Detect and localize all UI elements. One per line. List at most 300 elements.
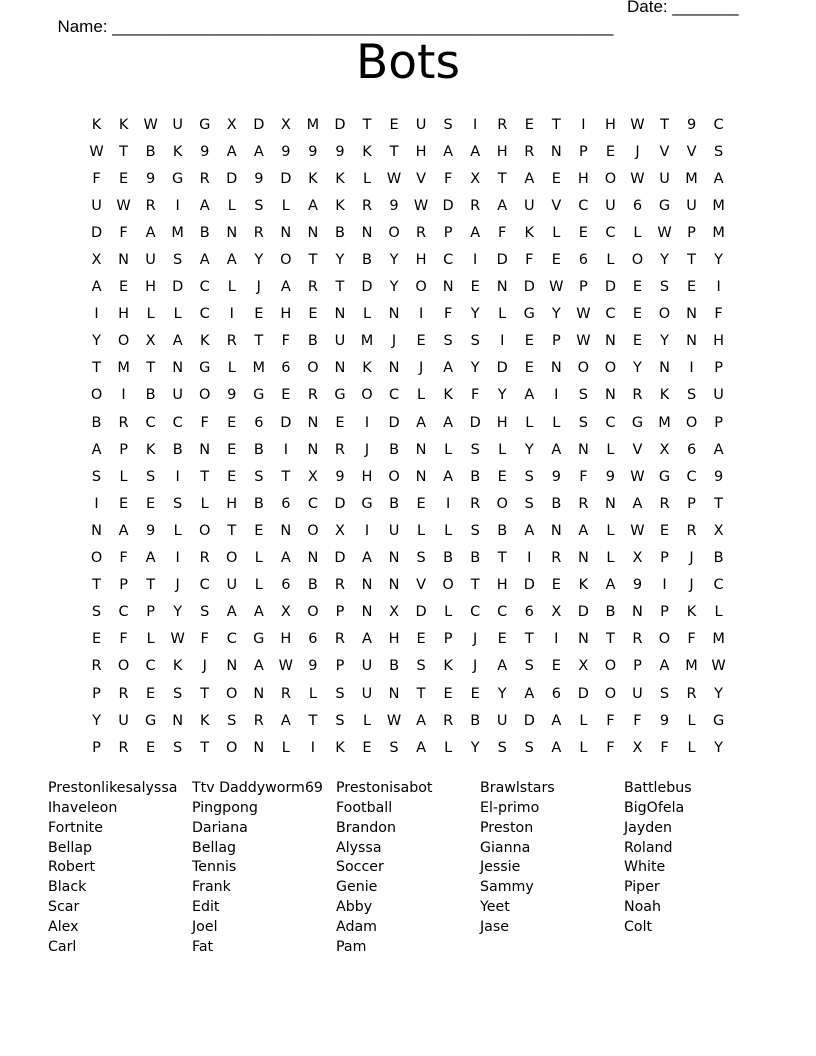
grid-cell: V [632, 441, 643, 458]
grid-cell: L [579, 712, 588, 729]
grid-cell: E [362, 739, 372, 756]
grid-cell: 9 [308, 658, 318, 675]
word-list-item: BigOfela [624, 799, 685, 816]
grid-cell: 9 [281, 143, 291, 160]
grid-cell: L [552, 224, 561, 241]
word-column [336, 779, 480, 958]
grid-cell: H [496, 414, 508, 431]
grid-cell: C [199, 279, 210, 296]
grid-cell: A [226, 604, 237, 621]
grid-cell: A [497, 197, 508, 214]
grid-cell: X [307, 468, 318, 485]
grid-cell: T [335, 279, 345, 296]
grid-row [83, 653, 732, 680]
grid-cell: A [172, 333, 183, 350]
grid-cell: W [278, 658, 294, 675]
grid-cell: D [604, 279, 616, 296]
grid-cell: T [227, 522, 237, 539]
grid-cell: 9 [659, 712, 670, 729]
grid-cell: W [89, 143, 104, 160]
grid-cell: N [361, 604, 373, 621]
grid-cell: W [630, 522, 645, 539]
grid-cell: A [713, 441, 724, 458]
grid-cell: N [550, 143, 562, 160]
grid-cell: I [310, 739, 316, 756]
grid-cell: V [659, 143, 670, 160]
grid-cell: A [470, 224, 481, 241]
grid-cell: S [497, 739, 507, 756]
grid-cell: W [711, 658, 726, 675]
grid-cell: N [442, 279, 454, 296]
grid-cell: F [525, 252, 534, 269]
grid-cell: L [444, 739, 453, 756]
grid-cell: D [415, 604, 427, 621]
grid-cell: O [307, 360, 319, 377]
grid-cell: M [712, 197, 725, 214]
grid-cell: N [118, 252, 129, 269]
grid-cell: C [145, 658, 156, 675]
grid-cell: V [686, 143, 697, 160]
grid-cell: I [175, 197, 180, 214]
grid-cell: K [172, 658, 183, 675]
grid-cell: G [658, 468, 671, 485]
grid-cell: U [361, 658, 373, 675]
grid-cell: I [94, 306, 99, 323]
grid-cell: S [443, 116, 453, 133]
grid-cell: Y [173, 604, 183, 621]
grid-cell: A [713, 170, 724, 187]
word-list-item: Fortnite [48, 819, 103, 836]
grid-cell: C [713, 577, 724, 594]
grid-cell: E [524, 360, 534, 377]
grid-cell: W [630, 116, 645, 133]
grid-cell: Y [497, 387, 507, 404]
grid-row [83, 436, 732, 463]
grid-cell: X [280, 116, 291, 133]
grid-cell: F [606, 712, 615, 729]
grid-cell: C [686, 468, 697, 485]
grid-row [83, 355, 732, 382]
grid-cell: H [713, 333, 725, 350]
grid-cell: E [118, 495, 129, 512]
grid-cell: A [145, 550, 156, 567]
grid-cell: L [200, 495, 209, 512]
grid-cell: G [199, 116, 211, 133]
grid-cell: C [578, 197, 589, 214]
grid-cell: E [416, 631, 426, 648]
grid-cell: J [473, 658, 478, 675]
grid-cell: P [443, 631, 453, 648]
grid-cell: S [686, 387, 697, 404]
grid-cell: P [443, 224, 453, 241]
grid-cell: 6 [281, 577, 291, 594]
word-list-item: Preston [480, 819, 534, 836]
word-list-item: Soccer [336, 859, 384, 876]
grid-cell: L [227, 360, 236, 377]
grid-cell: B [334, 224, 345, 241]
grid-cell: N [388, 306, 400, 323]
grid-cell: E [389, 116, 399, 133]
grid-cell: B [253, 441, 264, 458]
grid-cell: O [604, 685, 617, 702]
grid-cell: F [119, 224, 128, 241]
grid-cell: F [498, 224, 507, 241]
grid-cell: R [578, 495, 589, 512]
grid-cell: T [551, 116, 561, 133]
word-list-item: Robert [48, 859, 96, 876]
grid-cell: A [551, 712, 562, 729]
grid-cell: R [145, 197, 156, 214]
grid-cell: K [199, 333, 210, 350]
grid-cell: Y [524, 441, 534, 458]
grid-cell: L [552, 414, 561, 431]
grid-cell: P [687, 495, 696, 512]
grid-cell: G [199, 360, 211, 377]
grid-cell: D [577, 604, 589, 621]
grid-cell: H [280, 631, 292, 648]
grid-cell: T [362, 116, 372, 133]
grid-cell: J [689, 550, 694, 567]
grid-cell: E [281, 387, 291, 404]
grid-cell: S [659, 279, 670, 296]
grid-cell: F [119, 550, 128, 567]
word-list-item: Battlebus [624, 780, 692, 796]
grid-cell: T [497, 550, 507, 567]
word-list-item: Pingpong [192, 799, 258, 816]
grid-cell: R [361, 197, 373, 214]
grid-cell: T [92, 577, 101, 594]
grid-cell: E [118, 170, 129, 187]
grid-cell: U [361, 685, 373, 702]
grid-cell: Y [714, 739, 724, 756]
grid-cell: E [335, 414, 345, 431]
grid-cell: F [633, 712, 642, 729]
word-list-item: Gianna [480, 839, 531, 856]
grid-cell: V [416, 170, 427, 187]
grid-cell: N [307, 441, 319, 458]
grid-cell: R [334, 577, 345, 594]
grid-cell: O [226, 685, 238, 702]
grid-cell: E [227, 468, 237, 485]
grid-cell: D [226, 170, 238, 187]
grid-cell: T [714, 495, 724, 512]
grid-cell: C [713, 116, 724, 133]
grid-cell: P [578, 279, 588, 296]
grid-cell: K [524, 224, 535, 241]
grid-cell: G [253, 387, 265, 404]
grid-cell: H [361, 468, 373, 485]
grid-cell: N [604, 333, 616, 350]
grid-cell: K [335, 197, 345, 214]
grid-cell: B [199, 224, 210, 241]
grid-cell: T [146, 577, 156, 594]
grid-cell: U [388, 522, 400, 539]
grid-cell: G [658, 197, 671, 214]
word-list-item: Football [336, 799, 393, 816]
grid-cell: R [416, 224, 427, 241]
grid-cell: Y [633, 360, 642, 377]
grid-cell: S [416, 658, 426, 675]
grid-cell: C [118, 604, 129, 621]
grid-cell: N [334, 360, 346, 377]
grid-cell: P [335, 658, 345, 675]
grid-row [83, 409, 732, 436]
grid-cell: B [91, 414, 102, 431]
grid-cell: A [253, 143, 264, 160]
grid-cell: E [443, 685, 453, 702]
grid-cell: B [605, 604, 616, 621]
grid-cell: P [92, 739, 101, 756]
grid-cell: W [630, 170, 645, 187]
grid-cell: S [227, 712, 237, 729]
grid-cell: E [416, 333, 426, 350]
grid-cell: W [549, 279, 564, 296]
grid-cell: Y [389, 252, 399, 269]
grid-cell: B [172, 441, 183, 458]
grid-cell: K [578, 577, 589, 594]
grid-cell: F [471, 387, 480, 404]
grid-cell: L [444, 441, 453, 458]
grid-cell: E [254, 306, 264, 323]
grid-cell: N [388, 550, 400, 567]
grid-cell: R [91, 658, 102, 675]
grid-cell: T [92, 360, 101, 377]
grid-cell: P [714, 360, 723, 377]
grid-cell: S [578, 387, 588, 404]
grid-cell: R [632, 387, 643, 404]
grid-cell: D [90, 224, 103, 241]
grid-cell: 9 [200, 143, 210, 160]
grid-cell: S [470, 441, 480, 458]
grid-row [83, 382, 732, 409]
word-list-item: Pam [336, 938, 367, 955]
grid-cell: A [659, 658, 670, 675]
grid-row [83, 111, 732, 138]
grid-cell: 9 [605, 468, 616, 485]
grid-cell: I [418, 306, 424, 323]
letter-grid [83, 111, 732, 761]
grid-cell: R [118, 414, 129, 431]
grid-cell: B [389, 495, 400, 512]
grid-cell: L [362, 306, 372, 323]
grid-cell: I [121, 387, 126, 404]
grid-cell: X [713, 522, 724, 539]
grid-cell: C [443, 252, 454, 269]
grid-cell: L [362, 712, 372, 729]
grid-cell: A [118, 522, 129, 539]
grid-cell: 9 [686, 116, 697, 133]
grid-cell: Y [389, 279, 399, 296]
grid-cell: N [577, 441, 589, 458]
grid-cell: J [635, 143, 640, 160]
grid-cell: K [199, 712, 210, 729]
grid-cell: L [606, 522, 615, 539]
grid-cell: P [335, 604, 345, 621]
grid-cell: Y [660, 333, 669, 350]
grid-cell: G [361, 495, 373, 512]
grid-cell: J [418, 360, 424, 377]
grid-cell: O [199, 522, 211, 539]
word-list-item: Alex [48, 918, 79, 935]
grid-cell: C [605, 414, 616, 431]
grid-cell: L [146, 631, 155, 648]
grid-cell: A [226, 143, 237, 160]
grid-cell: Y [335, 252, 345, 269]
grid-cell: A [497, 658, 508, 675]
word-list-item: Prestonisabot [336, 780, 433, 796]
grid-cell: I [229, 306, 234, 323]
grid-cell: K [145, 441, 156, 458]
grid-cell: S [173, 495, 183, 512]
grid-cell: T [308, 252, 318, 269]
grid-cell: L [173, 522, 182, 539]
grid-cell: G [523, 306, 535, 323]
grid-cell: N [686, 333, 697, 350]
grid-cell: T [687, 252, 696, 269]
grid-cell: L [498, 441, 507, 458]
word-list-item: Scar [48, 899, 80, 916]
grid-cell: A [524, 170, 535, 187]
word-list-item: Tennis [192, 859, 237, 876]
grid-cell: S [389, 739, 399, 756]
grid-cell: I [175, 468, 180, 485]
word-column [480, 779, 624, 958]
grid-cell: 6 [254, 414, 264, 431]
grid-cell: 9 [713, 468, 724, 485]
grid-cell: T [200, 468, 210, 485]
grid-cell: W [576, 306, 591, 323]
grid-cell: T [660, 116, 669, 133]
grid-cell: B [145, 387, 156, 404]
grid-cell: I [175, 550, 180, 567]
grid-cell: L [227, 279, 236, 296]
grid-cell: N [199, 441, 211, 458]
grid-cell: 6 [281, 360, 291, 377]
grid-cell: A [307, 197, 318, 214]
grid-cell: O [117, 333, 130, 350]
grid-cell: R [686, 685, 697, 702]
grid-cell: 9 [308, 143, 318, 160]
grid-cell: B [470, 712, 481, 729]
grid-cell: B [307, 333, 318, 350]
grid-cell: M [117, 360, 130, 377]
grid-cell: E [227, 441, 237, 458]
grid-cell: E [146, 685, 156, 702]
grid-cell: I [364, 522, 370, 539]
grid-row [83, 572, 732, 599]
grid-cell: E [146, 495, 156, 512]
grid-cell: F [200, 414, 209, 431]
word-list-item: Jessie [480, 859, 521, 876]
grid-cell: T [524, 631, 534, 648]
grid-row [83, 219, 732, 246]
grid-cell: I [283, 441, 288, 458]
word-list-item: Genie [336, 879, 378, 896]
grid-row [83, 734, 732, 761]
grid-row [83, 328, 732, 355]
grid-row [83, 246, 732, 273]
grid-cell: H [577, 170, 589, 187]
grid-cell: G [172, 170, 184, 187]
grid-cell: D [496, 252, 508, 269]
grid-cell: S [524, 495, 534, 512]
grid-cell: W [386, 712, 402, 729]
grid-cell: N [172, 712, 184, 729]
grid-cell: N [361, 224, 373, 241]
grid-cell: I [473, 252, 478, 269]
grid-cell: K [659, 387, 670, 404]
grid-cell: N [253, 739, 265, 756]
grid-cell: A [199, 252, 210, 269]
grid-cell: A [226, 252, 237, 269]
grid-cell: Y [470, 360, 480, 377]
grid-cell: I [689, 360, 694, 377]
grid-cell: T [605, 631, 615, 648]
grid-cell: F [579, 468, 588, 485]
grid-cell: P [714, 414, 723, 431]
grid-cell: H [415, 252, 427, 269]
grid-cell: I [554, 631, 559, 648]
word-list-item: Frank [192, 879, 231, 896]
grid-cell: D [334, 116, 346, 133]
grid-cell: C [388, 387, 400, 404]
grid-cell: S [200, 604, 210, 621]
grid-cell: R [307, 279, 318, 296]
grid-cell: E [497, 631, 507, 648]
grid-cell: L [714, 604, 723, 621]
grid-cell: C [199, 306, 210, 323]
grid-cell: B [389, 441, 400, 458]
grid-cell: X [470, 170, 481, 187]
grid-cell: L [633, 224, 642, 241]
grid-cell: R [280, 685, 291, 702]
word-list-item: Ihaveleon [48, 799, 118, 816]
grid-cell: D [442, 197, 454, 214]
grid-cell: U [713, 387, 724, 404]
grid-cell: D [496, 360, 508, 377]
grid-cell: 9 [632, 577, 643, 594]
grid-cell: T [470, 577, 480, 594]
grid-cell: J [689, 577, 694, 594]
grid-cell: U [334, 333, 346, 350]
grid-cell: N [334, 306, 346, 323]
grid-cell: 9 [254, 170, 264, 187]
grid-cell: S [524, 739, 534, 756]
grid-cell: S [254, 197, 264, 214]
word-list-item: Colt [624, 918, 653, 935]
grid-row [83, 274, 732, 301]
grid-cell: R [497, 116, 508, 133]
grid-cell: D [388, 414, 400, 431]
grid-cell: J [364, 441, 370, 458]
grid-cell: G [144, 712, 157, 729]
grid-cell: H [415, 143, 427, 160]
grid-cell: 9 [551, 468, 561, 485]
grid-cell: U [496, 712, 508, 729]
date-field-label: Date: _______ [627, 0, 739, 16]
grid-cell: E [551, 658, 561, 675]
grid-cell: M [360, 333, 374, 350]
grid-cell: O [307, 522, 319, 539]
grid-cell: P [578, 143, 588, 160]
grid-cell: Y [254, 252, 264, 269]
grid-cell: N [632, 604, 643, 621]
grid-cell: P [551, 333, 561, 350]
grid-cell: W [170, 631, 185, 648]
grid-cell: H [388, 631, 400, 648]
grid-cell: A [199, 197, 210, 214]
grid-cell: H [496, 143, 508, 160]
